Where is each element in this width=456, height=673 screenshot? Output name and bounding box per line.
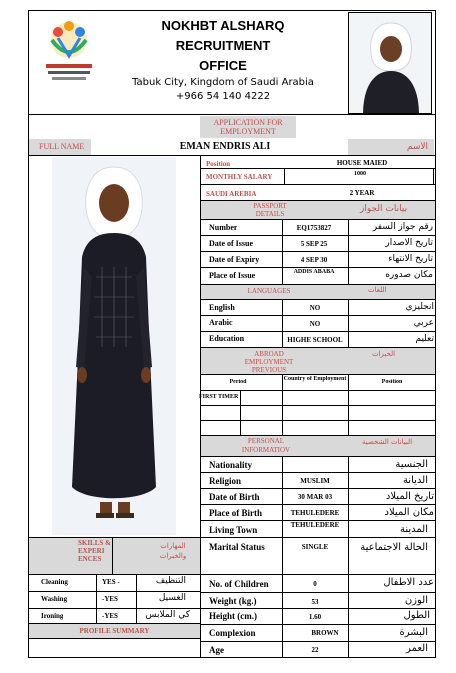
arabic-label-ar: عربي	[413, 318, 434, 328]
contract-label: SAUDI AREBIA	[206, 190, 257, 198]
passport-rows	[201, 220, 435, 284]
children-label: No. of Children	[209, 579, 269, 589]
marital-status-value: SINGLE	[301, 543, 329, 551]
full-name-label: FULL NAME	[29, 139, 91, 155]
english-label: English	[209, 303, 235, 312]
birth-date-value: 30 MAR 03	[297, 493, 333, 501]
english-label-ar: انجليزي	[405, 302, 434, 312]
birth-date-label: Date of Birth	[209, 492, 260, 502]
weight-label: Weight (kg.)	[209, 596, 257, 606]
skills-section-label-ar: المهارات والخبرات	[159, 542, 187, 560]
company-name-line3: OFFICE	[199, 58, 247, 73]
passport-number-label-ar: رقم جواز السفر	[372, 222, 433, 232]
cleaning-label: Cleaning	[41, 578, 68, 586]
age-label: Age	[209, 645, 224, 655]
col-period: Period	[229, 379, 247, 385]
education-value: HIGHE SCHOOL	[287, 336, 343, 344]
issue-date-label-ar: تاريخ الاصدار	[385, 238, 433, 248]
height-label: Height (cm.)	[209, 611, 257, 621]
birth-place-value: TEHULEDERE	[290, 509, 340, 517]
company-phone: +966 54 140 4222	[175, 91, 271, 102]
nationality-label-ar: الجنسية	[395, 459, 428, 470]
issue-date-value: 5 SEP 25	[300, 240, 328, 248]
ironing-label-ar: كي الملابس	[145, 610, 190, 620]
full-body-photo	[52, 157, 176, 535]
birth-place-label: Place of Birth	[209, 508, 262, 518]
weight-label-ar: الوزن	[404, 595, 428, 606]
issue-place-label: Place of Issue	[209, 271, 256, 280]
personal-section-label-ar: البيانات الشخصية	[362, 438, 413, 446]
complexion-label: Complexion	[209, 628, 256, 638]
age-label-ar: العمر	[406, 643, 428, 654]
education-label-ar: تعليم	[415, 334, 434, 344]
company-logo	[38, 14, 100, 90]
passport-section-label: PASSPORT DETAILS	[253, 202, 287, 218]
nationality-label: Nationality	[209, 460, 253, 470]
contract-value: 2 YEAR	[349, 189, 375, 197]
religion-value: MUSLIM	[300, 477, 330, 485]
company-name-line2: RECRUITMENT	[175, 38, 271, 53]
washing-label-ar: الغسيل	[158, 593, 186, 603]
height-label-ar: الطول	[403, 610, 430, 621]
skills-section-label: SKILLS & EXPERI ENCES	[78, 539, 111, 563]
languages-section-label-ar: اللغات	[368, 286, 387, 294]
position-value: HOUSE MAIED	[336, 159, 388, 167]
profile-summary-label: PROFILE SUMMARY	[29, 624, 200, 638]
living-town-value: TEHULEDERE	[290, 521, 340, 529]
issue-date-label: Date of Issue	[209, 239, 253, 248]
age-value: 22	[311, 646, 319, 654]
marital-status-label: Marital Status	[209, 542, 265, 552]
arabic-value: NO	[309, 320, 321, 328]
washing-label: Washing	[41, 595, 68, 603]
expiry-date-value: 4 SEP 30	[300, 256, 328, 264]
personal-section-label: PERSONAL INFORMATIOV	[241, 437, 291, 454]
passport-number-value: EQ1753827	[296, 224, 332, 232]
position-label: Position	[206, 160, 231, 168]
washing-value: -YES	[102, 595, 118, 603]
issue-place-value: ADDIS ABABA	[293, 269, 335, 275]
issue-place-label-ar: مكان صدوره	[385, 270, 433, 280]
cleaning-label-ar: التنظيف	[155, 576, 186, 586]
living-town-label: Living Town	[209, 525, 258, 535]
salary-label: MONTHLY SALARY	[206, 173, 273, 181]
expiry-date-label-ar: تاريخ الانتهاء	[388, 254, 433, 264]
ironing-value: -YES	[102, 612, 118, 620]
passport-number-label: Number	[209, 223, 238, 232]
living-town-label-ar: المدينة	[399, 524, 428, 535]
full-name-label-ar: الاسم	[348, 139, 434, 155]
birth-place-label-ar: مكان الميلاد	[384, 507, 434, 518]
col-country: Country of Employment	[283, 376, 347, 382]
languages-section-label: LANGUAGES	[247, 287, 291, 295]
ironing-label: Ironing	[41, 612, 64, 620]
expiry-date-label: Date of Expiry	[209, 255, 260, 264]
arabic-label: Arabic	[209, 318, 233, 327]
employment-section-label-ar: الخبرات	[372, 350, 396, 358]
employment-section-label: ABROAD EMPLOYMENT PREVIOUS	[244, 350, 294, 374]
marital-status-label-ar: الحالة الاجتماعية	[360, 542, 428, 553]
company-name-line1: NOKHBT ALSHARQ	[161, 18, 285, 33]
passport-section-label-ar: بيانات الجواز	[360, 204, 408, 214]
children-label-ar: عدد الاطفال	[383, 577, 434, 588]
cleaning-value: YES -	[102, 578, 120, 586]
company-location: Tabuk City, Kingdom of Saudi Arabia	[132, 77, 314, 88]
complexion-label-ar: البشرة	[399, 627, 428, 638]
salary-value: 1000	[354, 171, 366, 177]
full-name-value: EMAN ENDRIS ALI	[179, 141, 271, 152]
religion-label: Religion	[209, 476, 242, 486]
application-title: APPLICATION FOR EMPLOYMENT	[200, 116, 296, 138]
education-label: Education	[209, 334, 245, 343]
birth-date-label-ar: تاريخ الميلاد	[385, 491, 434, 502]
first-timer-label: FIRST TIMER	[199, 394, 239, 400]
weight-value: 53	[311, 598, 319, 606]
complexion-value: BROWN	[311, 629, 339, 637]
small-photo	[348, 12, 432, 114]
height-value: 1.60	[308, 613, 322, 621]
english-value: NO	[309, 304, 321, 312]
children-value: 0	[313, 580, 317, 588]
col-position: Position	[381, 379, 403, 385]
religion-label-ar: الديانة	[402, 475, 428, 486]
